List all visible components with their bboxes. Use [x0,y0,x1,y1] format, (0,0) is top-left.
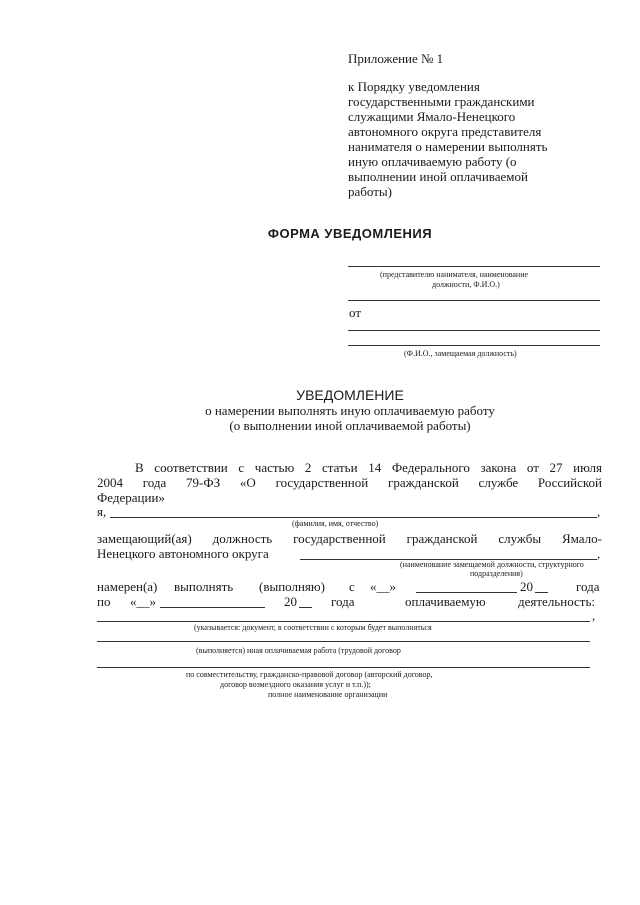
intend-word: (выполняю) [259,579,325,594]
end-year-line[interactable] [299,607,312,608]
body-line-3: Федерации» [97,490,165,505]
fio-comma: , [597,504,601,519]
notice-subtitle-2: (о выполнении иной оплачиваемой работы) [229,418,471,433]
contract-hint-2: договор возмездного оказания услуг и т.п.)); [220,680,371,689]
appendix-line: государственными гражданскими [348,94,535,109]
from-line-1[interactable] [348,330,600,331]
document-comma: , [592,608,596,623]
from-hint: (Ф.И.О., замещаемая должность) [404,349,517,358]
addressee-line-2[interactable] [348,300,600,301]
contract-hint-1: по совместительству, гражданско-правовой договор (авторский договор, [186,670,433,679]
end-day[interactable]: «__» [130,594,156,609]
document-hint: (указывается: документ, в соответствии с которым будет выполняться [194,623,432,632]
body-line-1: В соответствии с частью 2 статьи 14 Федерального закона от 27 июля [135,460,602,475]
document-line-1[interactable] [97,621,590,622]
fio-line[interactable] [110,517,597,518]
appendix-line: автономного округа представителя [348,124,542,139]
appendix-text [348,79,588,199]
appendix-line: выполнении иной оплачиваемой [348,169,528,184]
intend-word: намерен(а) [97,579,158,594]
paid-word: года [331,594,355,609]
start-day[interactable]: «__» [370,579,396,594]
position-comma: , [597,546,601,561]
start-month-line[interactable] [416,592,517,593]
start-year-word: года [576,579,600,594]
paid-word: оплачиваемую [405,594,486,609]
addressee-hint-1: (представителю нанимателя, наименование [380,270,529,279]
fio-hint: (фамилия, имя, отчество) [292,519,379,528]
appendix-line: к Порядку уведомления [348,79,480,94]
addressee-line-1[interactable] [348,266,600,267]
end-month-line[interactable] [160,607,265,608]
appendix-line: иную оплачиваемую работу (о [348,154,517,169]
appendix-line: работы) [348,184,392,199]
position-hint-2: подразделения) [470,569,523,578]
intend-word: выполнять [174,579,234,594]
document-line-3[interactable] [97,667,590,668]
notice-heading: УВЕДОМЛЕНИЕ [296,387,404,403]
paid-word: деятельность: [518,594,596,609]
org-hint: полное наименование организации [268,690,388,699]
appendix-line: служащими Ямало-Ненецкого [348,109,516,124]
form-title: ФОРМА УВЕДОМЛЕНИЯ [267,226,433,241]
intend-word: с [349,579,355,594]
position-hint-1: (наименование замещаемой должности, структурного [400,560,584,569]
appendix-line: нанимателя о намерении выполнять [348,139,548,154]
from-label: от [349,305,362,320]
start-year-prefix: 20 [520,579,533,594]
addressee-hint-2: должности, Ф.И.О.) [432,280,500,289]
end-year-prefix: 20 [284,594,297,609]
work-hint: (выполняется) иная оплачиваемая работа (трудовой договор [196,646,401,655]
ya-label: я, [97,504,107,519]
position-line-1: замещающий(ая) должность государственной гражданской службы Ямало- [97,531,602,546]
notice-subtitle-1: о намерении выполнять иную оплачиваемую работу [205,403,495,418]
po-label: по [97,594,111,609]
body-line-2: 2004 года 79-ФЗ «О государственной гражданской службе Российской [97,475,602,490]
from-line-2[interactable] [348,345,600,346]
document-line-2[interactable] [97,641,590,642]
start-year-line[interactable] [535,592,548,593]
appendix-title: Приложение № 1 [348,51,444,66]
position-line-2: Ненецкого автономного округа [97,546,269,561]
